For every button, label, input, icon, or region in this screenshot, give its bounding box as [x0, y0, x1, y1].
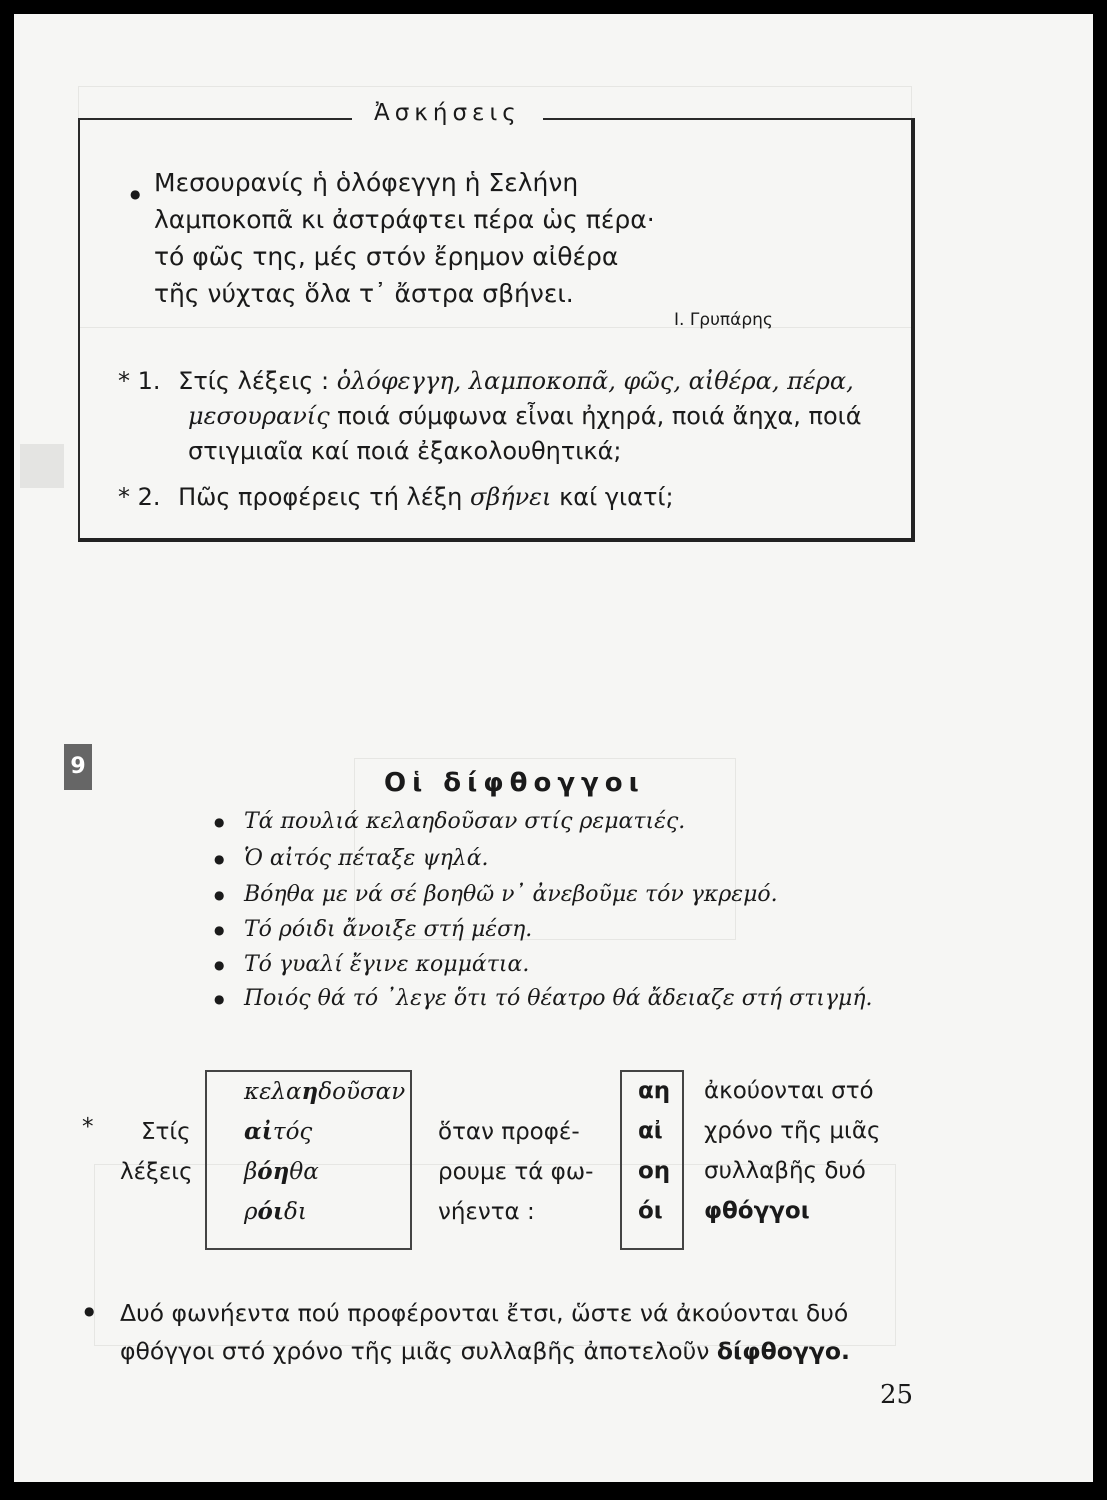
bullet-icon: ●	[84, 1304, 95, 1318]
exercise-text: καί γιατί;	[559, 483, 674, 511]
rule-label: λέξεις	[120, 1159, 193, 1185]
textbook-page	[14, 14, 1093, 1482]
rule-right-text: ἀκούονται στό	[704, 1078, 874, 1104]
rule-right-text: φθόγγοι	[704, 1198, 810, 1224]
poem-line: τό φῶς της, μές στόν ἔρημον αἰθέρα	[154, 242, 619, 271]
rule-marker: *	[82, 1114, 94, 1140]
exercise-1-line2	[188, 399, 862, 434]
bullet-icon: ●	[214, 992, 225, 1006]
lesson-number-badge: 9	[64, 744, 92, 790]
exercise-words: μεσουρανίς	[188, 402, 330, 430]
rule-right-text: χρόνο τῆς μιᾶς	[704, 1118, 881, 1144]
diphthong-word: κελαηδοῦσαν	[244, 1078, 406, 1105]
rule-label: Στίς	[141, 1119, 191, 1145]
rule-middle-text: ὅταν προφέ-	[438, 1119, 580, 1145]
bullet-icon: ●	[214, 888, 225, 902]
poem-line: Μεσουρανίς ἡ ὁλόφεγγη ἡ Σελήνη	[154, 168, 579, 197]
bullet-icon: ●	[214, 815, 225, 829]
definition-line: φθόγγοι στό χρόνο τῆς μιᾶς συλλαβῆς ἀποτελοῦν δίφθογγο.	[120, 1337, 850, 1365]
exercise-marker: * 1.	[118, 367, 161, 395]
exercise-text: Πῶς προφέρεις τή λέξη	[178, 483, 463, 511]
exercise-2	[118, 480, 674, 515]
definition-line: Δυό φωνήεντα πού προφέρονται ἔτσι, ὥστε νά ἀκούονται δυό	[120, 1299, 849, 1327]
diphthong-word: αἰτός	[244, 1118, 313, 1145]
exercise-text: στιγμιαῖα καί ποιά ἐξακολουθητικά;	[188, 437, 622, 465]
definition	[120, 1294, 850, 1370]
rule-right-text: συλλαβῆς δυό	[704, 1158, 866, 1184]
diphthong-word: ρόιδι	[244, 1198, 307, 1225]
diphthong-word: βόηθα	[244, 1158, 319, 1185]
exercise-marker: * 2.	[118, 483, 161, 511]
example-sentence: ● Τά πουλιά κελαηδοῦσαν στίς ρεματιές.	[214, 809, 686, 834]
exercise-text: Στίς λέξεις :	[178, 367, 330, 395]
vowel-pair: αἰ	[638, 1118, 663, 1144]
exercises-title: Ἀσκήσεις	[352, 100, 543, 126]
bullet-icon: ●	[130, 187, 141, 201]
poem-author: Ι. Γρυπάρης	[674, 310, 773, 330]
page-number: 25	[880, 1380, 914, 1410]
example-sentence: ● Βόηθα με νά σέ βοηθῶ ν᾽ ἀνεβοῦμε τόν γκρεμό.	[214, 882, 778, 907]
example-sentence: ● Ὁ αἰτός πέταξε ψηλά.	[214, 846, 489, 871]
bullet-icon: ●	[214, 852, 225, 866]
example-sentence: ● Τό ρόιδι ἄνοιξε στή μέση.	[214, 917, 533, 942]
poem	[130, 164, 655, 312]
exercise-word: σβήνει	[469, 483, 552, 511]
rule-middle-text: ρουμε τά φω-	[438, 1159, 594, 1185]
exercise-1	[118, 364, 854, 399]
poem-line: τῆς νύχτας ὅλα τ᾽ ἄστρα σβήνει.	[154, 279, 574, 308]
show-through-tab	[20, 444, 64, 488]
poem-line: λαμποκοπᾶ κι ἀστράφτει πέρα ὡς πέρα·	[154, 205, 655, 234]
bullet-icon: ●	[214, 958, 225, 972]
lesson-title: Οἱ δίφθογγοι	[384, 768, 645, 798]
vowel-pair: όι	[638, 1198, 663, 1224]
vowel-pair: οη	[638, 1158, 671, 1184]
exercise-words: ὁλόφεγγη, λαμποκοπᾶ, φῶς, αἰθέρα, πέρα,	[336, 367, 854, 395]
example-sentence: ● Τό γυαλί ἔγινε κομμάτια.	[214, 952, 530, 977]
bullet-icon: ●	[214, 923, 225, 937]
vowel-pair: αη	[638, 1078, 671, 1104]
rule-middle-text: νήεντα :	[438, 1199, 535, 1225]
example-sentence: ● Ποιός θά τό ᾽λεγε ὅτι τό θέατρο θά ἄδειαζε στή στιγμή.	[214, 986, 873, 1011]
exercise-text: ποιά σύμφωνα εἶναι ἠχηρά, ποιά ἄηχα, ποιά	[337, 402, 862, 430]
